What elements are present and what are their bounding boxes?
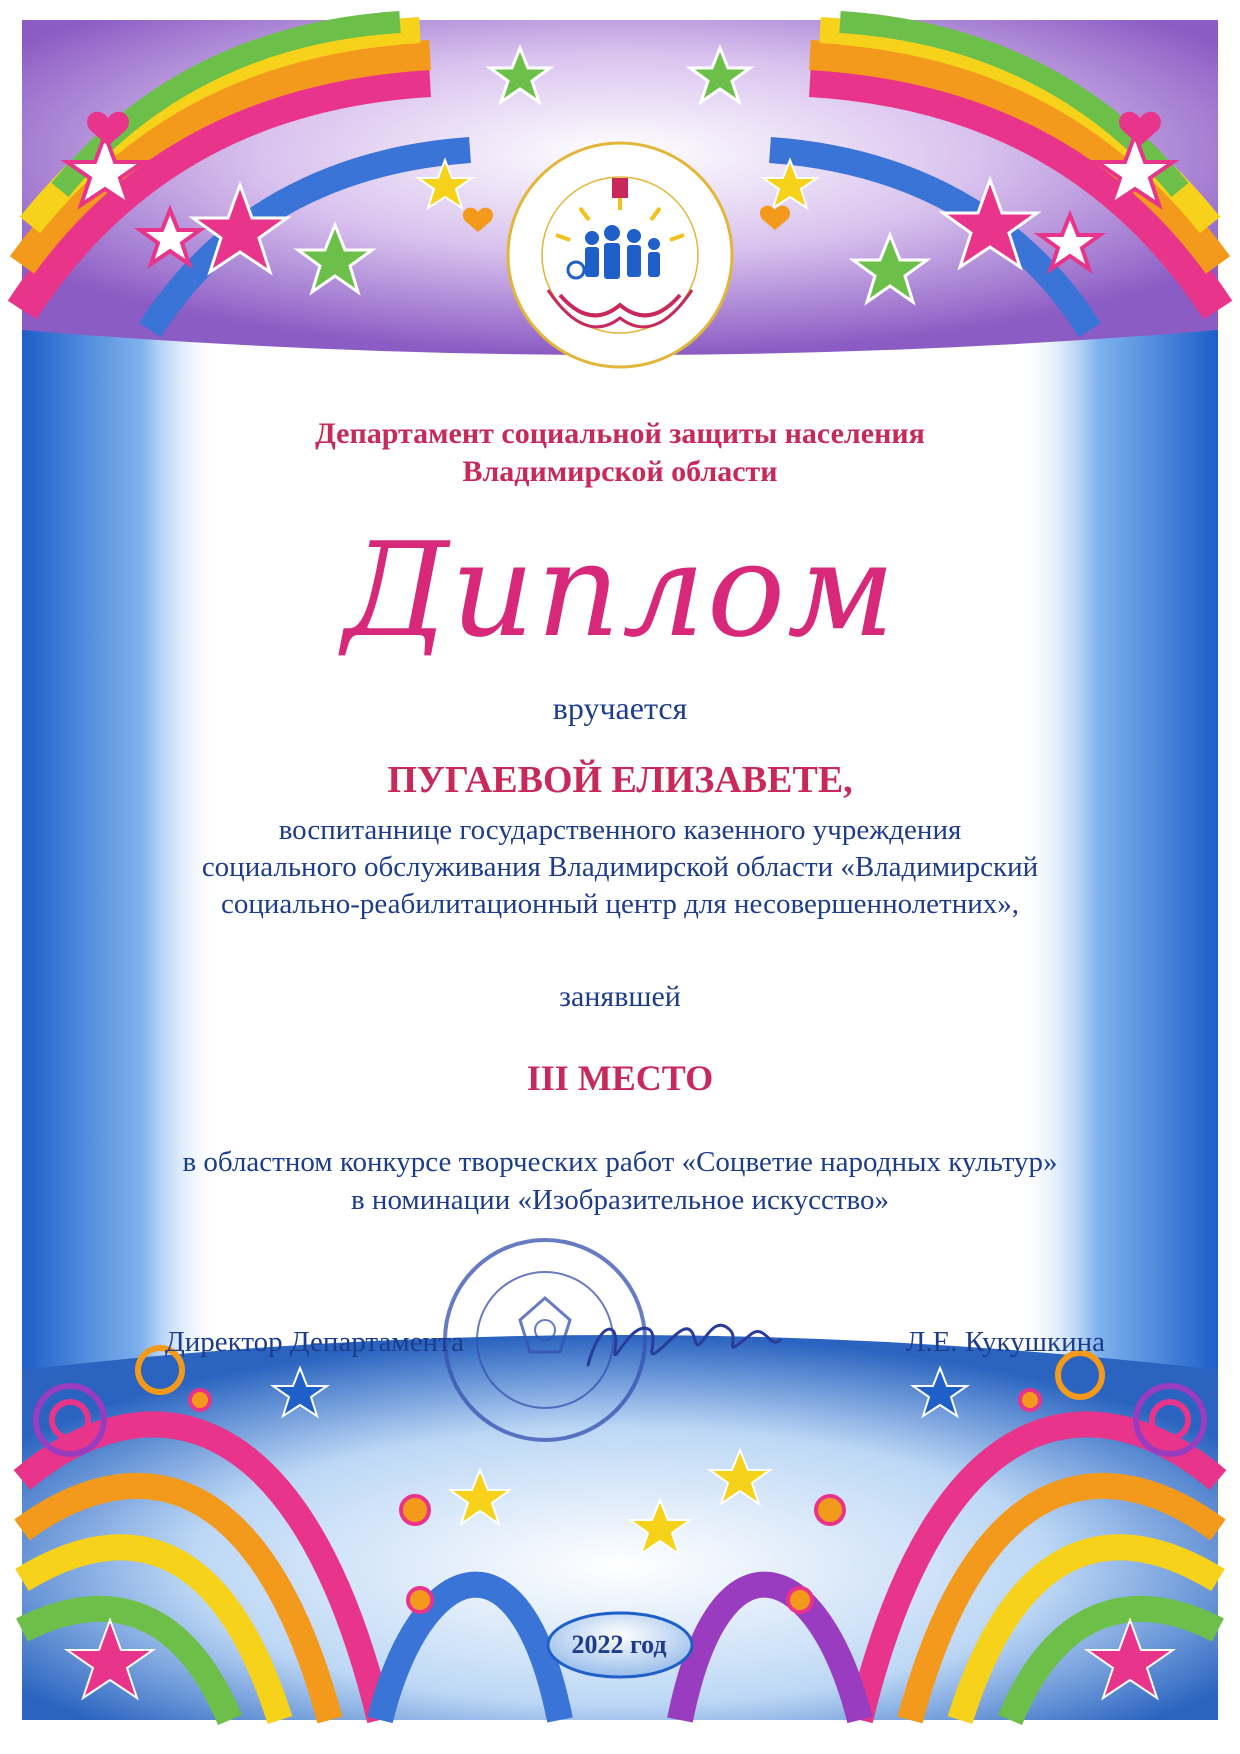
- organization-name-line1: Департамент социальной защиты населения: [315, 417, 925, 450]
- place-awarded: III МЕСТО: [526, 1058, 714, 1098]
- organization-name-line2: Владимирской области: [462, 455, 778, 488]
- contest-description-line: в областном конкурсе творческих работ «Соцветие народных культур»: [182, 1146, 1058, 1178]
- diploma-title: Диплом: [343, 514, 897, 666]
- recipient-description-line: воспитаннице государственного казенного учреждения: [278, 814, 962, 846]
- social-protection-emblem-icon: [508, 143, 732, 367]
- recipient-name: ПУГАЕВОЙ ЕЛИЗАВЕТЕ,: [387, 759, 853, 801]
- signatory-name: Л.Е. Кукушкина: [905, 1326, 1105, 1358]
- contest-description-line: в номинации «Изобразительное искусство»: [350, 1184, 890, 1216]
- signatory-position: Директор Департамента: [165, 1326, 464, 1358]
- took-place-text: занявшей: [559, 980, 681, 1013]
- awarded-text: вручается: [552, 690, 688, 726]
- recipient-description-line: социально-реабилитационный центр для несовершеннолетних»,: [220, 888, 1020, 920]
- year-badge: 2022 год: [571, 1630, 667, 1659]
- recipient-description-line: социального обслуживания Владимирской области «Владимирский: [201, 851, 1039, 883]
